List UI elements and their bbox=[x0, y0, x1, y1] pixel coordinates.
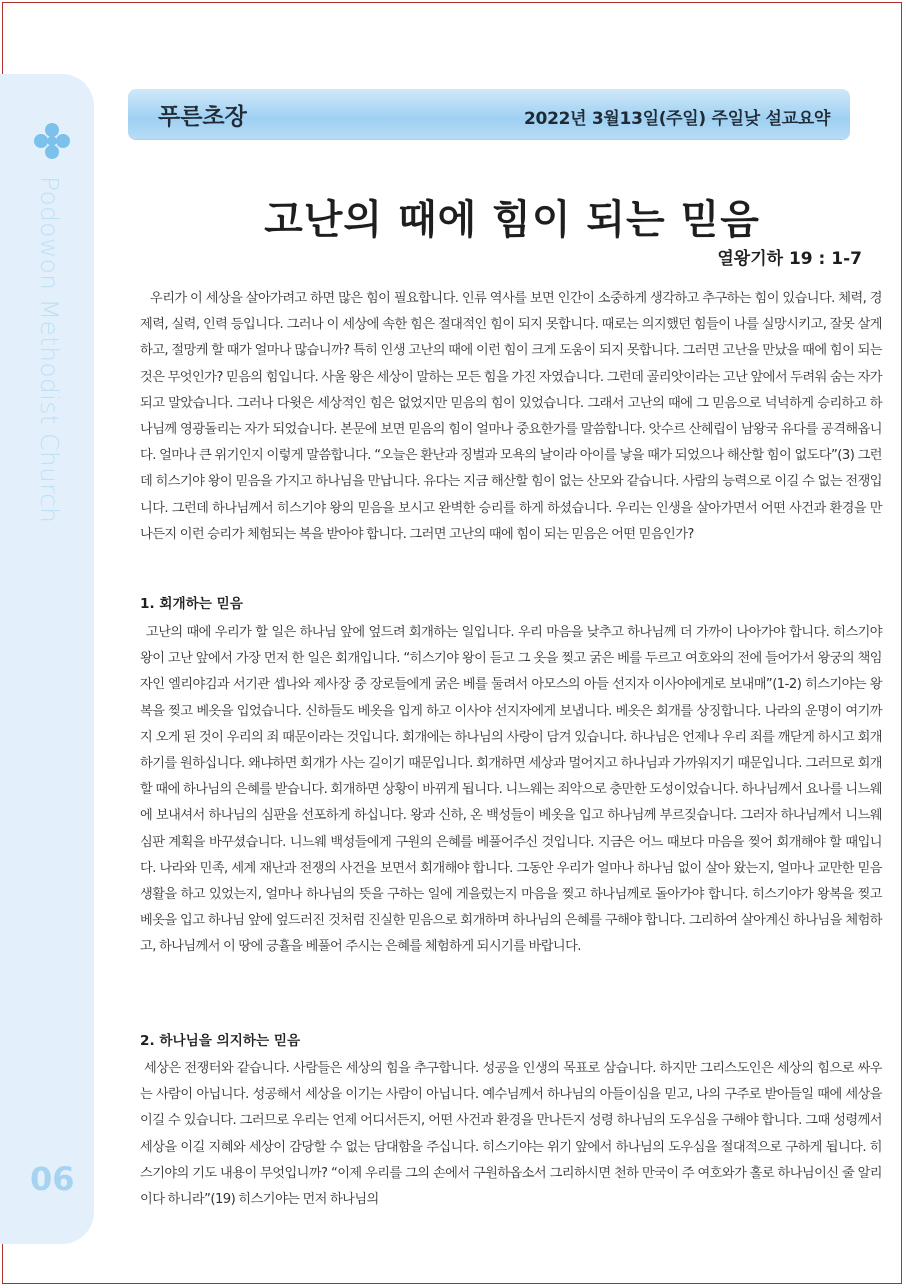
header-bar bbox=[128, 89, 850, 139]
sermon-title: 고난의 때에 힘이 되는 믿음 bbox=[264, 196, 760, 243]
section-heading-1: 1. 회개하는 믿음 bbox=[140, 596, 243, 612]
intro-paragraph: 우리가 이 세상을 살아가려고 하면 많은 힘이 필요합니다. 인류 역사를 보면 인간이 소중하게 생각하고 추구하는 힘이 있습니다. 체력, 경제력, 실력, 인력 등입니다. 그러나 이 세상에 속한 힘은 절대적인 힘이 되지 못합니다. 때로는 의지했던 힘들이 나를 실망시키고, 잘못 살게 하고, 절망케 할 때가 얼마나 많습니까? 특히 인생 고난의 때에 이런 힘이 크게 도움이 되지 못합니다. 그러면 고난을 만났을 때에 힘이 되는 것은 무엇인가? 믿음의 힘입니다. 사울 왕은 세상이 말하는 모든 힘을 가진 자였습니다. 그런데 골리앗이라는 고난 앞에서 두려워 숨는 자가 되고 말았습니다. 그러나 다윗은 세상적인 힘은 없었지만 믿음의 힘이 있었습니다. 그래서 고난의 때에 그 믿음으로 넉넉하게 승리하고 하나님께 영광돌리는 자가 되었습니다. 본문에 보면 믿음의 힘이 얼마나 중요한가를 말씀합니다. 앗수르 산헤립이 남왕국 유다를 공격해옵니다. 얼마나 큰 위기인지 이렇게 말씀합니다. “오늘은 환난과 징벌과 모욕의 날이라 아이를 낳을 때가 되었으나 해산할 힘이 없도다”(3) 그런데 히스기야 왕이 믿음을 가지고 하나님을 만납니다. 유다는 지금 해산할 힘이 없는 산모와 같습니다. 사람의 능력으로 이길 수 없는 전쟁입니다. 그런데 하나님께서 히스기야 왕의 믿음을 보시고 완벽한 승리를 하게 하셨습니다. 우리는 인생을 살아가면서 어떤 사건과 환경을 만나든지 이런 승리가 체험되는 복을 받아야 합니다. 그러면 고난의 때에 힘이 되는 믿음은 어떤 믿음인가? bbox=[140, 291, 882, 542]
church-name-vertical: Podowon Methodist Church bbox=[35, 176, 64, 524]
scripture-reference: 열왕기하 19 : 1-7 bbox=[717, 249, 862, 269]
vine-cross-icon bbox=[33, 122, 71, 160]
section-heading-2: 2. 하나님을 의지하는 믿음 bbox=[140, 1033, 301, 1049]
sermon-date: 2022년 3월13일(주일) 주일낮 설교요약 bbox=[524, 109, 830, 129]
section-paragraph-2: 세상은 전쟁터와 같습니다. 사람들은 세상의 힘을 추구합니다. 성공을 인생의 목표로 삼습니다. 하지만 그리스도인은 세상의 힘으로 싸우는 사람이 아닙니다. 성공해서 세상을 이기는 사람이 아닙니다. 예수님께서 하나님의 아들이심을 믿고, 나의 구주로 받아들일 때에 세상을 이길 수 있습니다. 그러므로 우리는 언제 어디서든지, 어떤 사건과 환경을 만나든지 성령 하나님의 도우심을 구해야 합니다. 그때 성령께서 세상을 이길 지혜와 세상이 감당할 수 없는 담대함을 주십니다. 히스기야는 위기 앞에서 하나님의 도우심을 절대적으로 구하게 됩니다. 히스기야의 기도 내용이 무엇입니까? “이제 우리를 그의 손에서 구원하옵소서 그리하시면 천하 만국이 주 여호와가 홀로 하나님이신 줄 알리이다 하니라”(19) 히스기야는 먼저 하나님의 bbox=[140, 1061, 882, 1208]
page-number: 06 bbox=[30, 1160, 75, 1198]
section-label: 푸른초장 bbox=[158, 104, 247, 130]
section-paragraph-1: 고난의 때에 우리가 할 일은 하나님 앞에 엎드려 회개하는 일입니다. 우리 마음을 낮추고 하나님께 더 가까이 나아가야 합니다. 히스기야 왕이 고난 앞에서 가장 먼저 한 일은 회개입니다. “히스기야 왕이 듣고 그 옷을 찢고 굵은 베를 두르고 여호와의 전에 들어가서 왕궁의 책임자인 엘리야김과 서기관 셉나와 제사장 중 장로들에게 굵은 베를 둘려서 아모스의 아들 선지자 이사야에게로 보내매”(1-2) 히스기야는 왕복을 찢고 베옷을 입었습니다. 신하들도 베옷을 입게 하고 이사야 선지자에게 보냅니다. 베옷은 회개를 상징합니다. 나라의 운명이 여기까지 오게 된 것이 우리의 죄 때문이라는 것입니다. 회개에는 하나님의 사랑이 담겨 있습니다. 하나님은 언제나 우리 죄를 깨닫게 하시고 회개하기를 원하십니다. 왜냐하면 회개가 사는 길이기 때문입니다. 회개하면 세상과 멀어지고 하나님과 가까워지기 때문입니다. 그러므로 회개할 때에 하나님의 은혜를 받습니다. 회개하면 상황이 바뀌게 됩니다. 니느웨는 죄악으로 충만한 도성이었습니다. 하나님께서 요나를 니느웨에 보내셔서 하나님의 심판을 선포하게 하십니다. 왕과 신하, 온 백성들이 베옷을 입고 하나님께 부르짖습니다. 그러자 하나님께서 니느웨 심판 계획을 바꾸셨습니다. 니느웨 백성들에게 구원의 은혜를 베풀어주신 것입니다. 지금은 어느 때보다 마음을 찢어 회개해야 할 때입니다. 나라와 민족, 세계 재난과 전쟁의 사건을 보면서 회개해야 합니다. 그동안 우리가 얼마나 하나님 없이 살아 왔는지, 얼마나 교만한 믿음생활을 하고 있었는지, 얼마나 하나님의 뜻을 구하는 일에 게을렀는지 마음을 찢고 하나님께로 돌아가야 합니다. 히스기야가 왕복을 찢고 베옷을 입고 하나님 앞에 엎드러진 것처럼 진실한 믿음으로 회개하며 하나님의 은혜를 구해야 합니다. 그리하여 살아계신 하나님을 체험하고, 하나님께서 이 땅에 긍휼을 베풀어 주시는 은혜를 체험하게 되시기를 바랍니다. bbox=[140, 625, 882, 955]
